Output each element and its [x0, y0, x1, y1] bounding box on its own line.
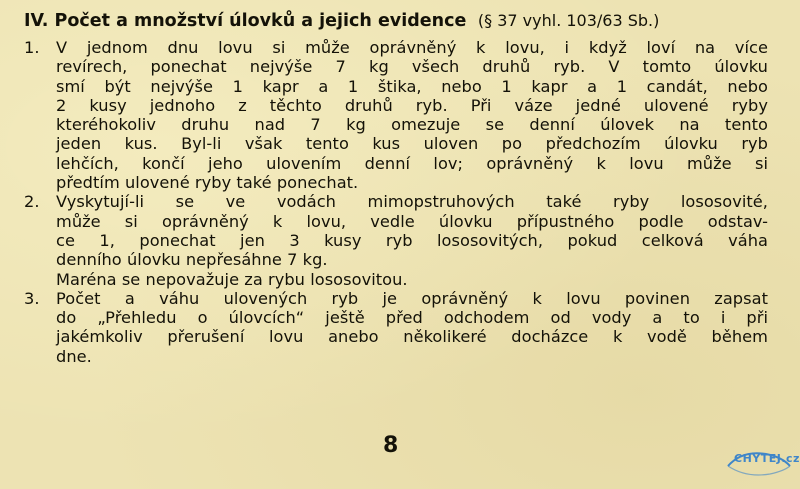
- text-line: ce 1, ponechat jen 3 kusy ryb lososovitých, pokud celková váha: [56, 230, 768, 250]
- text-line: může si oprávněný k lovu, vedle úlovku přípustného podle odstav-: [56, 211, 768, 231]
- rule-item: [24, 289, 768, 366]
- text-line: Počet a váhu ulovených ryb je oprávněný k lovu povinen zapsat: [56, 288, 768, 308]
- rule-text: [56, 38, 768, 192]
- text-line: smí být nejvýše 1 kapr a 1 štika, nebo 1 kapr a 1 candát, nebo: [56, 76, 768, 96]
- text-line: lehčích, končí jeho ulovením denní lov; oprávněný k lovu může si: [56, 153, 768, 173]
- text-line: revírech, ponechat nejvýše 7 kg všech druhů ryb. V tomto úlovku: [56, 57, 768, 77]
- section-heading: [24, 8, 784, 34]
- rule-item: [24, 38, 768, 192]
- text-line: do „Přehledu o úlovcích“ ještě před odchodem od vody a to i při: [56, 308, 768, 328]
- rule-number: 3.: [24, 288, 40, 308]
- watermark-logo: [722, 444, 800, 480]
- watermark-text: CHYTEJ.cz: [734, 452, 800, 465]
- page-number: 8: [383, 433, 399, 458]
- text-line: denního úlovku nepřesáhne 7 kg.: [56, 250, 328, 270]
- rule-text: [56, 289, 768, 366]
- rule-number: 2.: [24, 192, 40, 212]
- legal-reference: (§ 37 vyhl. 103/63 Sb.): [477, 11, 660, 30]
- text-line: 2 kusy jednoho z těchto druhů ryb. Při váze jedné ulovené ryby: [56, 95, 768, 115]
- text-line: kteréhokoliv druhu nad 7 kg omezuje se denní úlovek na tento: [56, 115, 768, 135]
- section-title: IV. Počet a množství úlovků a jejich evidence: [24, 11, 467, 31]
- text-line: Vyskytují-li se ve vodách mimopstruhových také ryby lososovité,: [56, 192, 768, 212]
- text-line: předtím ulovené ryby také ponechat.: [56, 173, 359, 193]
- text-line: dne.: [56, 346, 92, 366]
- text-line: Maréna se nepovažuje za rybu lososovitou.: [56, 269, 408, 289]
- rule-item: [24, 192, 768, 288]
- rule-number: 1.: [24, 38, 40, 57]
- text-line: jeden kus. Byl-li však tento kus uloven po předchozím úlovku ryb: [56, 134, 768, 154]
- text-line: jakémkoliv přerušení lovu anebo několikeré docházce k vodě během: [56, 327, 768, 347]
- rules-list: [24, 38, 768, 366]
- rule-text: [56, 192, 768, 288]
- text-line: V jednom dnu lovu si může oprávněný k lovu, i když loví na více: [56, 38, 768, 57]
